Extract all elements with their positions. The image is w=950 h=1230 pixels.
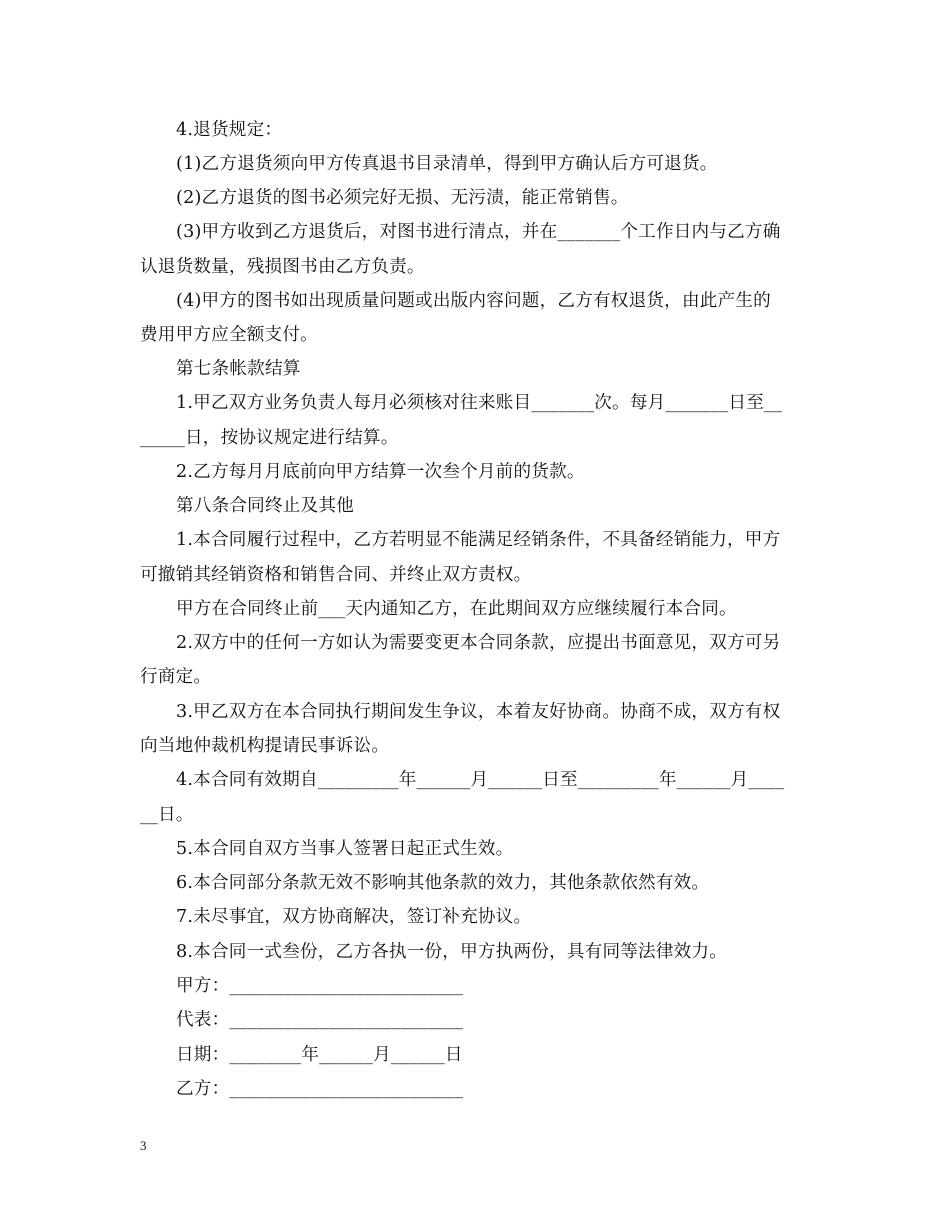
text-line: (3)甲方收到乙方退货后，对图书进行清点，并在_______个工作日内与乙方确 (176, 222, 781, 242)
signature-line-date: 日期：________年______月______日 (176, 1045, 463, 1065)
page-number: 3 (140, 1138, 147, 1153)
text-line: 6.本合同部分条款无效不影响其他条款的效力，其他条款依然有效。 (176, 873, 710, 893)
signature-line-representative: 代表：__________________________ (176, 1010, 464, 1030)
section-heading: 第七条帐款结算 (176, 359, 301, 379)
text-line: 向当地仲裁机构提请民事诉讼。 (140, 736, 390, 756)
text-line: 1.本合同履行过程中，乙方若明显不能满足经销条件，不具备经销能力，甲方 (176, 530, 781, 550)
text-line: 8.本合同一式叁份，乙方各执一份，甲方执两份，具有同等法律效力。 (176, 942, 728, 962)
text-line: 甲方在合同终止前___天内通知乙方，在此期间双方应继续履行本合同。 (176, 599, 737, 619)
text-line: 2.乙方每月月底前向甲方结算一次叁个月前的货款。 (176, 462, 585, 482)
text-line: 费用甲方应全额支付。 (140, 325, 318, 345)
text-line: 4.本合同有效期自_________年______月______日至_________年______月____ (176, 770, 785, 790)
text-line: 可撤销其经销资格和销售合同、并终止双方责权。 (140, 565, 532, 585)
signature-line-party-b: 乙方：__________________________ (176, 1079, 464, 1099)
text-line: 2.双方中的任何一方如认为需要变更本合同条款，应提出书面意见，双方可另 (176, 633, 781, 653)
text-line: _____日，按协议规定进行结算。 (140, 428, 399, 448)
text-line: __日。 (140, 805, 194, 825)
text-line: 行商定。 (140, 667, 212, 687)
text-line: (4)甲方的图书如出现质量问题或出版内容问题，乙方有权退货，由此产生的 (176, 291, 771, 311)
signature-line-party-a: 甲方：__________________________ (176, 976, 464, 996)
text-line: 5.本合同自双方当事人签署日起正式生效。 (176, 839, 514, 859)
text-line: (2)乙方退货的图书必须完好无损、无污渍，能正常销售。 (176, 188, 629, 208)
text-line: 认退货数量，残损图书由乙方负责。 (140, 257, 425, 277)
section-heading: 第八条合同终止及其他 (176, 496, 354, 516)
text-line: 7.未尽事宜，双方协商解决，签订补充协议。 (176, 907, 532, 927)
text-line: 1.甲乙双方业务负责人每月必须核对往来账目_______次。每月_______日至__ (176, 393, 782, 413)
text-line: 4.退货规定： (176, 120, 283, 140)
text-line: 3.甲乙双方在本合同执行期间发生争议，本着友好协商。协商不成，双方有权 (176, 702, 781, 722)
text-line: (1)乙方退货须向甲方传真退书目录清单，得到甲方确认后方可退货。 (176, 154, 718, 174)
